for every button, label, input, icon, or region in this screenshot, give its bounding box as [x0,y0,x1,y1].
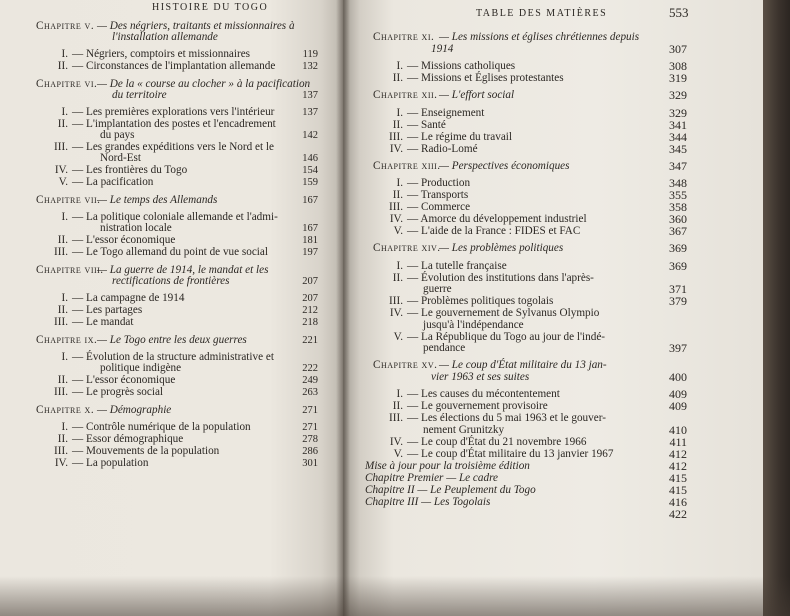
toc-title: — Production [407,177,471,189]
toc-title: — La campagne de 1914 [72,292,185,304]
toc-label: Chapitre xv. [373,359,438,371]
toc-label: I. [396,388,403,400]
toc-page-number: 159 [302,177,318,188]
toc-label: Chapitre x. [36,404,95,416]
toc-title: — Transports [407,189,469,201]
toc-page-number: 409 [669,399,687,413]
toc-page-number: 397 [669,341,687,355]
toc-title: — L'effort social [439,89,515,101]
toc-page-number: 181 [302,235,318,246]
toc-label: I. [61,106,68,118]
toc-title: — Des négriers, traitants et missionnaires à [97,20,295,32]
toc-title-continued: pendance [423,342,466,354]
toc-title-continued: vier 1963 et ses suites [431,370,530,383]
toc-chapter [0,20,345,50]
toc-title: — Les premières explorations vers l'intérieur [72,106,275,118]
toc-label: II. [392,271,403,284]
toc-title: — Les partages [72,304,143,316]
toc-page-number: 355 [669,188,687,202]
toc-page-number: 207 [302,293,318,304]
toc-title: — Missions catholiques [407,60,516,72]
toc-page-number: 344 [669,129,687,144]
toc-page-number: 348 [669,176,687,190]
toc-title: — Amorce du développement industriel [407,213,587,225]
toc-title: — Le coup d'État militaire du 13 jan- [439,359,607,371]
toc-title-continued: du pays [100,129,135,141]
toc-chapter [343,31,763,61]
toc-label: I. [61,421,68,433]
toc-page-number: 132 [302,61,318,72]
toc-label: Chapitre viii. [36,264,104,276]
toc-page-number: 142 [302,130,318,141]
toc-title: — Les frontières du Togo [72,164,188,176]
toc-page-number: 379 [669,294,687,308]
toc-title-continued: Nord-Est [100,152,142,164]
toc-label: Chapitre ix. [36,334,98,346]
toc-label: I. [61,211,68,223]
toc-title: — La guerre de 1914, le mandat et les [97,264,269,276]
toc-page-number: 347 [669,158,687,173]
toc-page-number: 218 [302,317,318,328]
toc-page-number: 197 [302,247,318,258]
toc-label: I. [61,351,68,363]
toc-label: Chapitre xiii. [373,159,441,172]
toc-page-number: 137 [302,90,318,101]
toc-title: — Le mandat [72,316,134,328]
toc-label: Chapitre xi. [373,31,435,43]
toc-page-number: 249 [302,375,318,386]
toc-label: II. [57,234,68,246]
toc-title: — Le coup d'État du 21 novembre 1966 [407,435,587,448]
toc-title-continued: du territoire [112,89,167,101]
page-edge [763,0,790,616]
toc-label: Chapitre v. [36,20,95,32]
toc-page-number: 409 [669,387,687,401]
toc-page-number: 167 [302,195,318,206]
toc-page-number: 146 [302,153,318,164]
toc-chapter [343,359,763,389]
toc-page-number: 307 [669,41,687,56]
toc-title: — Circonstances de l'implantation allemande [72,60,276,72]
toc-title: — Les missions et églises chrétiennes depuis [439,31,640,43]
left-page [0,0,345,616]
toc-page-number: 367 [669,224,687,238]
toc-page-number: 416 [669,494,687,509]
toc-title-continued: nistration locale [100,222,172,234]
toc-title: — Les élections du 5 mai 1963 et le gouver- [407,412,606,424]
toc-page-number: 154 [302,165,318,176]
toc-page-number: 415 [669,482,687,497]
right-running-head: TABLE DES MATIÈRES [476,8,608,19]
toc-page-number: 410 [669,422,687,437]
toc-title-continued: rectifications de frontières [112,275,230,287]
toc-page-number: 412 [669,446,687,461]
toc-page-number: 308 [669,59,687,73]
toc-title: — Le coup d'État militaire du 13 janvier 1967 [407,447,614,460]
toc-title-continued: politique indigène [100,362,182,374]
toc-label: V. [393,447,403,460]
toc-label: Chapitre xii. [373,89,438,101]
toc-title: — Missions et Églises protestantes [407,72,564,84]
toc-page-number: 301 [302,458,318,469]
toc-title-continued: guerre [423,283,452,295]
toc-label: I. [396,259,403,272]
toc-title: — Les grandes expéditions vers le Nord et le [72,141,274,153]
toc-label: II. [57,304,68,316]
toc-label: Chapitre xiv. [373,242,441,254]
toc-label: III. [389,201,403,213]
toc-title: — Le régime du travail [407,130,512,143]
toc-page-number: 422 [669,506,687,521]
toc-title: — La pacification [72,176,154,188]
toc-label: II. [392,189,403,201]
toc-label: IV. [54,164,68,176]
toc-label: II. [392,118,403,131]
toc-label: I. [61,292,68,304]
toc-title: Mise à jour pour la troisième édition [365,459,530,472]
toc-title: — Le temps des Allemands [97,194,218,206]
toc-page-number: 341 [669,117,687,132]
book-gutter [336,0,350,616]
toc-label: III. [54,386,68,398]
toc-title: — Mouvements de la population [72,445,220,457]
toc-title: — Le Togo entre les deux guerres [97,334,247,346]
toc-title: — Essor démographique [72,433,184,445]
toc-label: Chapitre vi. [36,78,98,90]
toc-label: III. [389,295,403,307]
toc-title: — Évolution de la structure administrative et [72,351,274,363]
toc-title-continued: nement Grunitzky [423,423,505,436]
toc-label: IV. [389,213,403,225]
toc-label: V. [393,225,403,237]
toc-title: — Le gouvernement provisoire [407,400,548,412]
toc-title: — Le Togo allemand du point de vue social [72,246,268,258]
toc-label: III. [54,316,68,328]
toc-label: IV. [389,435,403,448]
toc-title: — Évolution des institutions dans l'après- [407,271,594,284]
toc-label: II. [392,72,403,84]
toc-title: — Perspectives économiques [439,159,570,172]
toc-item [0,457,345,487]
toc-title-continued: jusqu'à l'indépendance [423,318,524,331]
toc-label: II. [57,433,68,445]
toc-page-number: 411 [669,434,687,449]
toc-page-number: 369 [669,241,687,255]
toc-label: III. [54,246,68,258]
right-page [343,0,763,616]
toc-label: Chapitre vii. [36,194,101,206]
toc-title: — Radio-Lomé [407,142,478,155]
toc-label: II. [57,60,68,72]
toc-title: — L'essor économique [72,234,176,246]
toc-page-number: 319 [669,71,687,85]
toc-label: III. [54,141,68,153]
toc-page-number: 329 [669,88,687,102]
toc-page-number: 137 [302,107,318,118]
toc-page-number: 278 [302,434,318,445]
toc-label: I. [396,177,403,189]
toc-page-number: 286 [302,446,318,457]
toc-page-number: 271 [302,422,318,433]
toc-title: — Commerce [407,201,471,213]
toc-label: III. [389,130,403,143]
toc-title: — La politique coloniale allemande et l'admi- [72,211,278,223]
toc-label: I. [61,48,68,60]
toc-page-number: 263 [302,387,318,398]
toc-title: — La République du Togo au jour de l'indé- [407,330,606,343]
toc-title: — L'essor économique [72,374,176,386]
toc-page-number: 329 [669,105,687,120]
toc-page-number: 369 [669,258,687,273]
toc-title: Chapitre Premier — Le cadre [365,471,498,484]
toc-label: IV. [54,457,68,469]
toc-page-number: 345 [669,141,687,156]
toc-page-number: 271 [302,405,318,416]
toc-label: IV. [389,307,403,319]
toc-title-continued: 1914 [431,42,454,55]
toc-item [343,331,763,361]
toc-title: — Démographie [97,404,172,416]
toc-title: — Santé [407,118,446,131]
toc-chapter [0,264,345,294]
toc-page-number: 167 [302,223,318,234]
toc-page-number: 400 [669,369,687,384]
toc-title: — La population [72,457,149,469]
toc-page-number: 221 [302,335,318,346]
toc-label: II. [57,374,68,386]
toc-label: V. [393,330,403,343]
toc-title: — Enseignement [407,106,485,119]
toc-title: — Négriers, comptoirs et missionnaires [72,48,251,60]
toc-title: — Les causes du mécontentement [407,388,560,400]
toc-title: — De la « course au clocher » à la pacification [97,78,311,90]
toc-item [343,508,763,538]
toc-title: — L'implantation des postes et l'encadrement [72,118,276,130]
toc-page-number: 415 [669,470,687,485]
toc-title: — Contrôle numérique de la population [72,421,251,433]
toc-title: — Les problèmes politiques [439,242,564,254]
toc-label: III. [389,412,403,424]
toc-title-continued: l'installation allemande [112,31,218,43]
toc-label: III. [54,445,68,457]
page-number: 553 [669,5,689,20]
toc-page-number: 207 [302,276,318,287]
toc-label: IV. [389,142,403,155]
toc-title: Chapitre II — Le Peuplement du Togo [365,483,536,496]
toc-label: II. [57,118,68,130]
toc-label: V. [58,176,68,188]
toc-page-number: 412 [669,458,687,473]
toc-title: — L'aide de la France : FIDES et FAC [407,225,581,237]
toc-title: Chapitre III — Les Togolais [365,495,491,508]
toc-page-number: 358 [669,200,687,214]
toc-label: II. [392,400,403,412]
toc-title: — Le progrès social [72,386,164,398]
toc-chapter [0,78,345,108]
toc-page-number: 371 [669,282,687,296]
toc-label: I. [396,106,403,119]
toc-page-number: 360 [669,212,687,226]
toc-title: — Le gouvernement de Sylvanus Olympio [407,307,600,319]
toc-title: — La tutelle française [407,259,507,272]
left-running-head: HISTOIRE DU TOGO [152,2,269,13]
toc-page-number: 119 [302,49,318,60]
toc-label: I. [396,60,403,72]
toc-page-number: 222 [302,363,318,374]
toc-page-number: 212 [302,305,318,316]
bottom-shadow [0,576,790,616]
toc-title: — Problèmes politiques togolais [407,295,554,307]
